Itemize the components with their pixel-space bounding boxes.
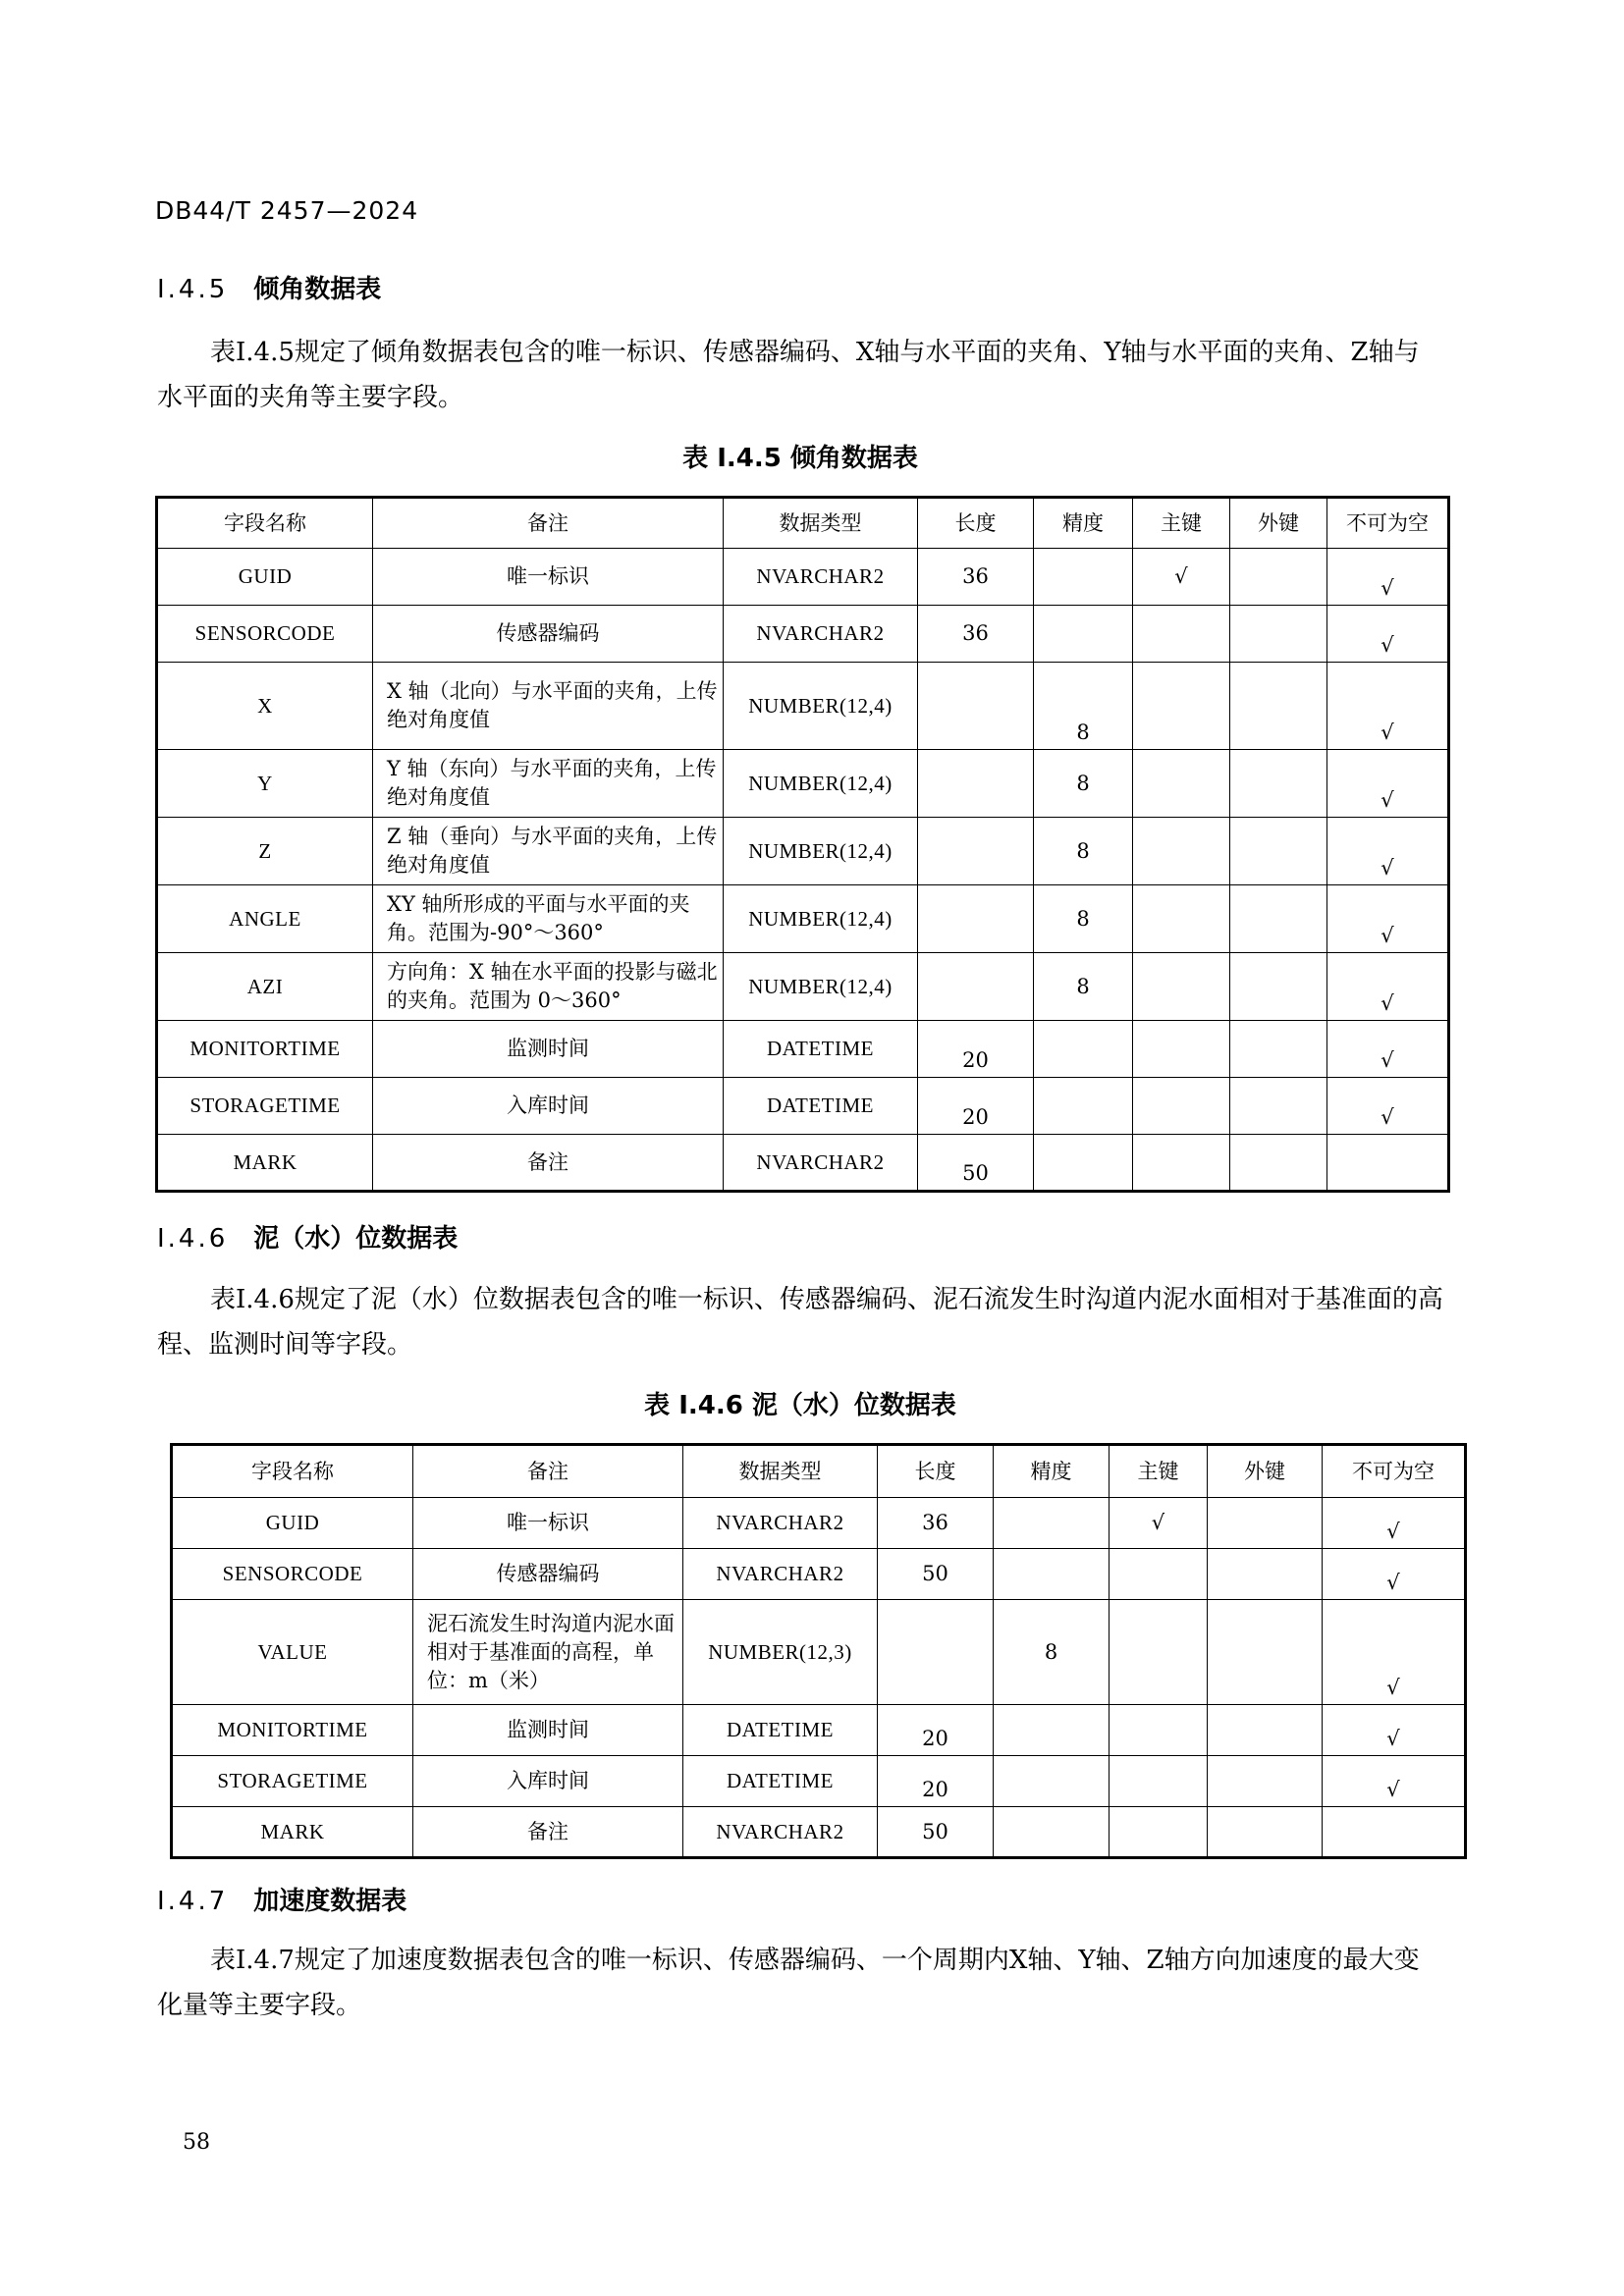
data-table-146 (170, 1443, 1467, 1859)
table-row (157, 818, 1449, 885)
cell-field-name: ANGLE (157, 885, 373, 953)
cell-not-null: √ (1327, 750, 1449, 818)
section-number: I.4.7 (157, 1887, 229, 1916)
cell-precision (994, 1498, 1110, 1549)
cell-length: 20 (878, 1756, 994, 1807)
cell-foreign-key (1230, 953, 1327, 1021)
header-remark: 备注 (373, 498, 724, 549)
cell-precision (1034, 606, 1133, 663)
cell-not-null: √ (1327, 663, 1449, 750)
header-foreign-key: 外键 (1230, 498, 1327, 549)
table-row (172, 1705, 1466, 1756)
table-row (172, 1498, 1466, 1549)
cell-remark: 传感器编码 (413, 1549, 683, 1600)
header-length: 长度 (918, 498, 1034, 549)
cell-remark: 备注 (373, 1135, 724, 1192)
cell-precision (994, 1807, 1110, 1858)
table-row (172, 1549, 1466, 1600)
cell-field-name: GUID (157, 549, 373, 606)
cell-length: 50 (878, 1549, 994, 1600)
cell-field-name: MONITORTIME (157, 1021, 373, 1078)
cell-data-type: NVARCHAR2 (724, 549, 918, 606)
cell-foreign-key (1230, 1135, 1327, 1192)
cell-foreign-key (1208, 1756, 1323, 1807)
cell-remark: 监测时间 (373, 1021, 724, 1078)
section-title: 加速度数据表 (253, 1887, 407, 1916)
cell-data-type: DATETIME (724, 1021, 918, 1078)
cell-field-name: SENSORCODE (172, 1549, 413, 1600)
cell-length: 20 (918, 1078, 1034, 1135)
header-data-type: 数据类型 (724, 498, 918, 549)
cell-foreign-key (1230, 1078, 1327, 1135)
cell-foreign-key (1208, 1549, 1323, 1600)
cell-data-type: NUMBER(12,4) (724, 750, 918, 818)
cell-not-null: √ (1327, 818, 1449, 885)
cell-primary-key (1133, 750, 1230, 818)
cell-length (918, 663, 1034, 750)
cell-not-null: √ (1323, 1549, 1466, 1600)
cell-length: 20 (918, 1021, 1034, 1078)
cell-remark: 传感器编码 (373, 606, 724, 663)
cell-field-name: Z (157, 818, 373, 885)
cell-primary-key (1133, 1135, 1230, 1192)
cell-data-type: NUMBER(12,4) (724, 953, 918, 1021)
cell-foreign-key (1230, 750, 1327, 818)
cell-length (878, 1600, 994, 1705)
cell-remark: 入库时间 (413, 1756, 683, 1807)
cell-length (918, 818, 1034, 885)
cell-foreign-key (1230, 606, 1327, 663)
table-row (172, 1807, 1466, 1858)
header-not-null: 不可为空 (1327, 498, 1449, 549)
cell-precision: 8 (1034, 953, 1133, 1021)
cell-primary-key: √ (1110, 1498, 1208, 1549)
header-precision: 精度 (994, 1445, 1110, 1498)
cell-foreign-key (1230, 818, 1327, 885)
cell-precision (994, 1549, 1110, 1600)
header-primary-key: 主键 (1133, 498, 1230, 549)
cell-not-null: √ (1327, 606, 1449, 663)
cell-precision: 8 (1034, 663, 1133, 750)
cell-primary-key (1133, 1078, 1230, 1135)
header-field-name: 字段名称 (157, 498, 373, 549)
page-number: 58 (183, 2130, 210, 2155)
section-title: 倾角数据表 (253, 275, 382, 304)
cell-not-null: √ (1327, 1021, 1449, 1078)
cell-field-name: AZI (157, 953, 373, 1021)
cell-foreign-key (1230, 1021, 1327, 1078)
table-row (157, 1021, 1449, 1078)
cell-remark: 入库时间 (373, 1078, 724, 1135)
cell-not-null: √ (1323, 1756, 1466, 1807)
cell-primary-key (1133, 885, 1230, 953)
cell-field-name: VALUE (172, 1600, 413, 1705)
cell-foreign-key (1208, 1807, 1323, 1858)
section-number: I.4.5 (157, 275, 229, 304)
cell-foreign-key (1208, 1705, 1323, 1756)
cell-foreign-key (1230, 885, 1327, 953)
cell-primary-key (1110, 1756, 1208, 1807)
cell-field-name: MARK (157, 1135, 373, 1192)
header-not-null: 不可为空 (1323, 1445, 1466, 1498)
cell-precision (1034, 549, 1133, 606)
cell-field-name: GUID (172, 1498, 413, 1549)
table-row (157, 885, 1449, 953)
cell-field-name: STORAGETIME (157, 1078, 373, 1135)
cell-precision (994, 1705, 1110, 1756)
cell-length: 50 (878, 1807, 994, 1858)
cell-data-type: NUMBER(12,3) (683, 1600, 878, 1705)
cell-precision: 8 (1034, 885, 1133, 953)
cell-primary-key: √ (1133, 549, 1230, 606)
cell-foreign-key (1208, 1600, 1323, 1705)
header-precision: 精度 (1034, 498, 1133, 549)
table-row (157, 750, 1449, 818)
cell-primary-key (1133, 606, 1230, 663)
cell-not-null: √ (1323, 1498, 1466, 1549)
table-header-row (172, 1445, 1466, 1498)
cell-not-null: √ (1327, 549, 1449, 606)
cell-not-null (1327, 1135, 1449, 1192)
cell-remark: X 轴（北向）与水平面的夹角，上传绝对角度值 (373, 663, 724, 750)
header-field-name: 字段名称 (172, 1445, 413, 1498)
cell-foreign-key (1230, 549, 1327, 606)
cell-remark: 唯一标识 (413, 1498, 683, 1549)
cell-primary-key (1133, 818, 1230, 885)
cell-remark: 备注 (413, 1807, 683, 1858)
cell-field-name: Y (157, 750, 373, 818)
section-title: 泥（水）位数据表 (253, 1224, 459, 1254)
cell-not-null: √ (1323, 1600, 1466, 1705)
table-row (172, 1600, 1466, 1705)
cell-remark: 唯一标识 (373, 549, 724, 606)
cell-field-name: SENSORCODE (157, 606, 373, 663)
cell-primary-key (1133, 663, 1230, 750)
cell-field-name: STORAGETIME (172, 1756, 413, 1807)
cell-not-null: √ (1327, 885, 1449, 953)
cell-data-type: NVARCHAR2 (683, 1807, 878, 1858)
cell-data-type: DATETIME (683, 1705, 878, 1756)
cell-not-null: √ (1327, 953, 1449, 1021)
cell-primary-key (1110, 1600, 1208, 1705)
data-table-145 (155, 496, 1450, 1193)
cell-remark: Z 轴（垂向）与水平面的夹角，上传绝对角度值 (373, 818, 724, 885)
cell-length: 36 (918, 606, 1034, 663)
table-row (172, 1756, 1466, 1807)
table-caption-146: 表 I.4.6 泥（水）位数据表 (644, 1391, 956, 1420)
section-paragraph-146: 表I.4.6规定了泥（水）位数据表包含的唯一标识、传感器编码、泥石流发生时沟道内泥水面相对于基准面的高程、监测时间等字段。 (157, 1285, 1443, 1360)
cell-data-type: NVARCHAR2 (724, 1135, 918, 1192)
cell-length: 36 (918, 549, 1034, 606)
section-heading-145 (157, 269, 381, 305)
table-row (157, 1135, 1449, 1192)
table-row (157, 549, 1449, 606)
cell-precision: 8 (1034, 750, 1133, 818)
cell-not-null: √ (1327, 1078, 1449, 1135)
cell-data-type: NVARCHAR2 (724, 606, 918, 663)
cell-remark: 方向角：X 轴在水平面的投影与磁北的夹角。范围为 0～360° (373, 953, 724, 1021)
table-row (157, 1078, 1449, 1135)
cell-foreign-key (1230, 663, 1327, 750)
cell-precision (1034, 1021, 1133, 1078)
cell-primary-key (1110, 1807, 1208, 1858)
cell-length (918, 885, 1034, 953)
cell-field-name: MONITORTIME (172, 1705, 413, 1756)
header-data-type: 数据类型 (683, 1445, 878, 1498)
cell-precision: 8 (994, 1600, 1110, 1705)
cell-length: 20 (878, 1705, 994, 1756)
cell-data-type: NUMBER(12,4) (724, 663, 918, 750)
cell-data-type: NUMBER(12,4) (724, 885, 918, 953)
cell-precision (1034, 1135, 1133, 1192)
cell-primary-key (1133, 953, 1230, 1021)
cell-data-type: DATETIME (724, 1078, 918, 1135)
cell-not-null (1323, 1807, 1466, 1858)
cell-data-type: NVARCHAR2 (683, 1549, 878, 1600)
section-heading-146 (157, 1218, 458, 1255)
table-caption-145: 表 I.4.5 倾角数据表 (682, 444, 918, 473)
cell-foreign-key (1208, 1498, 1323, 1549)
cell-precision: 8 (1034, 818, 1133, 885)
cell-length: 50 (918, 1135, 1034, 1192)
cell-length (918, 953, 1034, 1021)
header-remark: 备注 (413, 1445, 683, 1498)
section-number: I.4.6 (157, 1224, 229, 1254)
section-heading-147 (157, 1881, 406, 1917)
header-primary-key: 主键 (1110, 1445, 1208, 1498)
table-row (157, 606, 1449, 663)
cell-data-type: DATETIME (683, 1756, 878, 1807)
cell-remark: 监测时间 (413, 1705, 683, 1756)
table-row (157, 953, 1449, 1021)
cell-precision (1034, 1078, 1133, 1135)
cell-primary-key (1110, 1705, 1208, 1756)
header-length: 长度 (878, 1445, 994, 1498)
cell-remark: XY 轴所形成的平面与水平面的夹角。范围为-90°～360° (373, 885, 724, 953)
cell-data-type: NVARCHAR2 (683, 1498, 878, 1549)
section-paragraph-145: 表I.4.5规定了倾角数据表包含的唯一标识、传感器编码、X轴与水平面的夹角、Y轴与水平面的夹角、Z轴与水平面的夹角等主要字段。 (157, 338, 1420, 412)
cell-data-type: NUMBER(12,4) (724, 818, 918, 885)
cell-length (918, 750, 1034, 818)
cell-field-name: X (157, 663, 373, 750)
section-paragraph-147: 表I.4.7规定了加速度数据表包含的唯一标识、传感器编码、一个周期内X轴、Y轴、Z轴方向加速度的最大变化量等主要字段。 (157, 1946, 1420, 2020)
header-foreign-key: 外键 (1208, 1445, 1323, 1498)
cell-length: 36 (878, 1498, 994, 1549)
table-header-row (157, 498, 1449, 549)
cell-precision (994, 1756, 1110, 1807)
cell-field-name: MARK (172, 1807, 413, 1858)
cell-remark: Y 轴（东向）与水平面的夹角，上传绝对角度值 (373, 750, 724, 818)
cell-remark: 泥石流发生时沟道内泥水面相对于基准面的高程，单位：m（米） (413, 1600, 683, 1705)
cell-primary-key (1133, 1021, 1230, 1078)
table-row (157, 663, 1449, 750)
cell-primary-key (1110, 1549, 1208, 1600)
document-code: DB44/T 2457—2024 (155, 196, 419, 225)
cell-not-null: √ (1323, 1705, 1466, 1756)
